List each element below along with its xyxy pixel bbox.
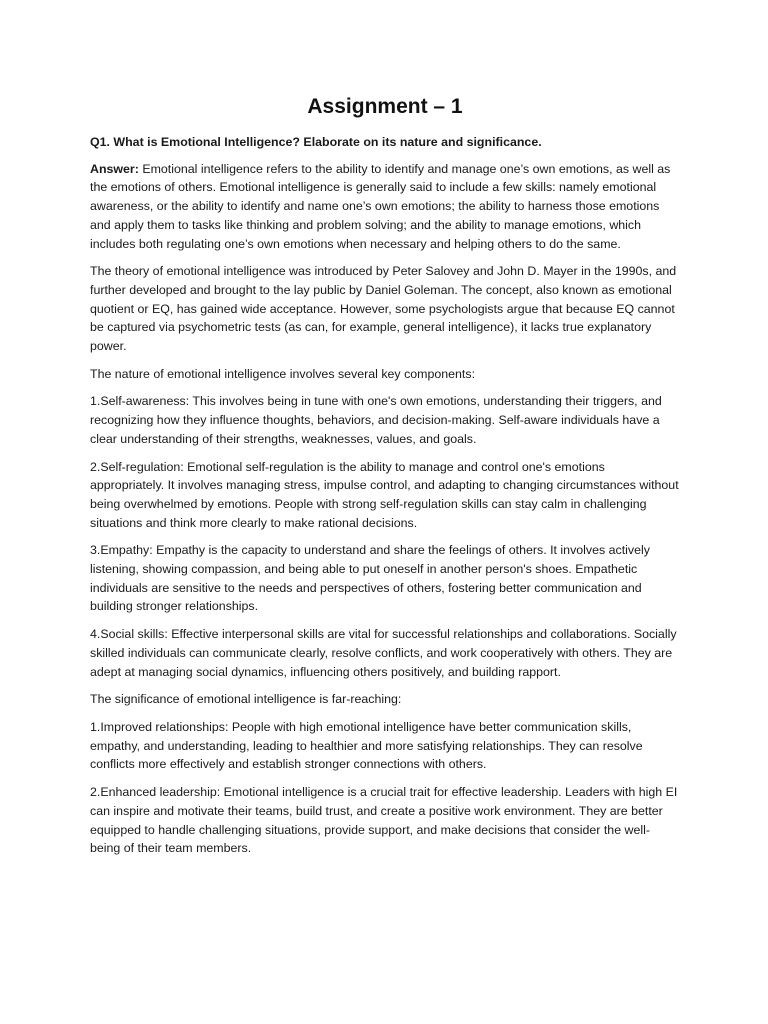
paragraph-self-awareness: 1.Self-awareness: This involves being in tune with one's own emotions, understanding their triggers, and recognizing how they influence thoughts, behaviors, and decision-making. Self-aware individuals have a clear understanding of their strengths, weaknesses, values, and goals. (90, 394, 662, 446)
paragraph-improved-relationships: 1.Improved relationships: People with high emotional intelligence have better communication skills, empathy, and understanding, leading to healthier and more satisfying relationships. They can resolve conflicts more effectively and establish stronger connections with others. (90, 719, 643, 772)
page-title: Assignment – 1 (307, 95, 463, 118)
question-heading: Q1. What is Emotional Intelligence? Elaborate on its nature and significance. (90, 135, 542, 149)
document-content (90, 93, 680, 867)
answer-text: Emotional intelligence refers to the ability to identify and manage one’s own emotions, as well as the emotions of others. Emotional intelligence is generally said to include a few skills: namely emotional awareness, or the ability to identify and name one’s own emotions; the ability to harness those emotions and apply them to tasks like thinking and problem solving; and the ability to manage emotions, which includes both regulating one’s own emotions when necessary and helping others to do the same. (90, 161, 671, 251)
answer-paragraph (90, 160, 680, 254)
paragraph-significance-intro: The significance of emotional intelligence is far-reaching: (90, 692, 402, 707)
paragraph-empathy: 3.Empathy: Empathy is the capacity to understand and share the feelings of others. It involves actively listening, showing compassion, and being able to put oneself in another person's shoes. Empathetic individuals are sensitive to the needs and perspectives of others, fostering better communication and building stronger relationships. (90, 543, 650, 614)
answer-label: Answer: (90, 161, 139, 176)
paragraph-self-regulation: 2.Self-regulation: Emotional self-regulation is the ability to manage and control one's emotions appropriately. It involves managing stress, impulse control, and adapting to changing circumstances without being overwhelmed by emotions. People with strong self-regulation skills can stay calm in challenging situations and think more clearly to make rational decisions. (90, 459, 679, 530)
paragraph-enhanced-leadership: 2.Enhanced leadership: Emotional intelligence is a crucial trait for effective leadership. Leaders with high EI can inspire and motivate their teams, build trust, and create a positive work environment. They are better equipped to handle challenging situations, provide support, and make decisions that consider the well-being of their team members. (90, 785, 678, 856)
paragraph-theory: The theory of emotional intelligence was introduced by Peter Salovey and John D. Mayer in the 1990s, and further developed and brought to the lay public by Daniel Goleman. The concept, also known as emotional quotient or EQ, has gained wide acceptance. However, some psychologists argue that because EQ cannot be captured via psychometric tests (as can, for example, general intelligence), it lacks true explanatory power. (90, 264, 677, 354)
paragraph-social-skills: 4.Social skills: Effective interpersonal skills are vital for successful relationships and collaborations. Socially skilled individuals can communicate clearly, resolve conflicts, and work cooperatively with others. They are adept at managing social dynamics, influencing others positively, and building rapport. (90, 627, 677, 679)
paragraph-nature-intro: The nature of emotional intelligence involves several key components: (90, 366, 476, 381)
